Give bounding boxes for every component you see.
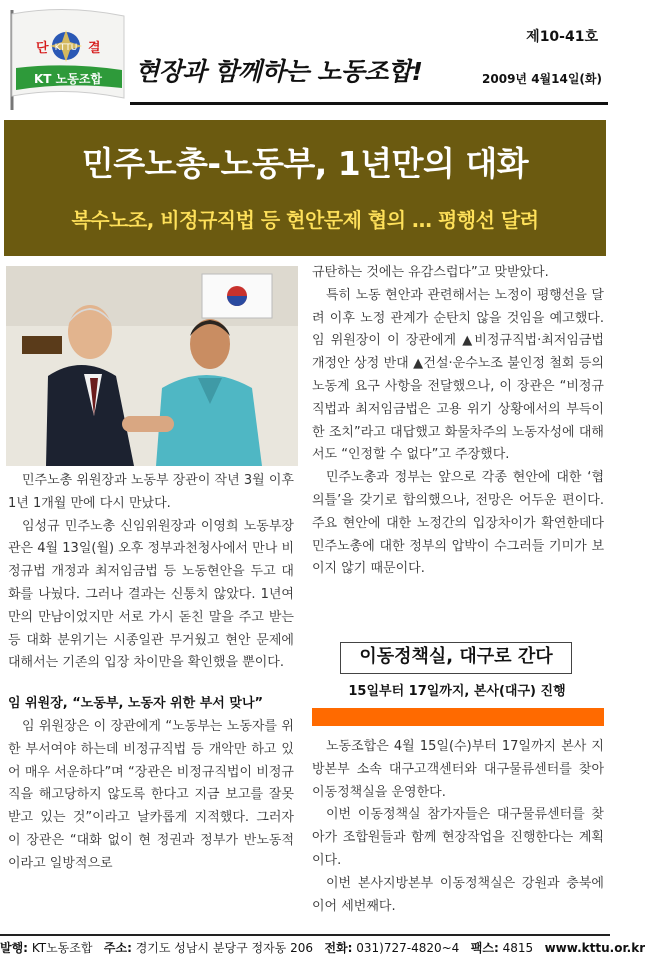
paragraph: 민주노총과 정부는 앞으로 각종 현안에 대한 ‘협의틀’을 갖기로 합의했으나, 전망은 어두운 편이다. 주요 현안에 대한 노정간의 입장차이가 확연한데다 민주노총에 대한 정부의 압박이 수그러들 기미가 보이지 않기 때문이다. bbox=[312, 470, 604, 577]
footer-website: www.kttu.or.kr bbox=[544, 941, 645, 955]
issue-number: 제10-41호 bbox=[526, 29, 598, 45]
paragraph: 임 위원장은 이 장관에게 “노동부는 노동자를 위한 부서여야 하는데 비정규직법 등 개악만 하고 있어 매우 서운하다”며 “장관은 비정규직법이 비정규직을 해고당하지 않도록 한다고 지금 보고를 잘못 받고 있는 것”이라고 날카롭게 지적했다. 그러자 이 장관은 “대화 없이 현 정권과 정부가 반노동적이라고 일방적으로 bbox=[8, 718, 294, 871]
handshake-photo-illustration bbox=[6, 266, 298, 466]
paragraph: 민주노총 위원장과 노동부 장관이 작년 3월 이후 1년 1개월 만에 다시 만났다. bbox=[8, 473, 294, 511]
article-box-subtitle: 15일부터 17일까지, 본사(대구) 진행 bbox=[348, 684, 566, 699]
footer-publisher: KT노동조합 bbox=[31, 941, 93, 955]
footer-publisher-label: 발행: bbox=[0, 941, 28, 955]
paragraph: 특히 노동 현안과 관련해서는 노정이 평행선을 달려 이후 노정 관계가 순탄치 않을 것임을 예고했다. 임 위원장이 이 장관에게 ▲비정규직법·최저임금법 개정안 상정 반대 ▲건설·운수노조 불인정 철회 등의 노동계 요구 사항을 전달했으나, 이 장관은 “비정규직법과 최저임금법은 고용 위기 상황에서의 부득이한 조치”라고 대답했고 화물차주의 노동자성에 대해서도 “인정할 수 없다”고 주장했다. bbox=[312, 287, 604, 463]
header-slogan: 현장과 함께하는 노동조합! bbox=[135, 57, 423, 86]
footer-address: 경기도 성남시 분당구 정자동 206 bbox=[135, 941, 313, 955]
footer-address-label: 주소: bbox=[103, 941, 132, 955]
footer-fax: 4815 bbox=[502, 941, 534, 955]
right-column-second-article bbox=[312, 736, 604, 918]
paragraph: 이번 이동정책실 참가자들은 대구물류센터를 찾아가 조합원들과 함께 현장작업을 진행한다는 계획이다. bbox=[312, 807, 604, 868]
flag-logo-text: KTTU bbox=[54, 43, 78, 53]
accent-bar bbox=[312, 708, 604, 726]
section-subhead: 임 위원장, “노동부, 노동자 위한 부서 맞나” bbox=[8, 696, 264, 712]
left-column bbox=[8, 470, 294, 876]
svg-text:결: 결 bbox=[88, 41, 101, 56]
footer-phone-label: 전화: bbox=[324, 941, 353, 955]
header-divider bbox=[130, 102, 608, 105]
paragraph: 노동조합은 4월 15일(수)부터 17일까지 본사 지방본부 소속 대구고객센터와 대구물류센터를 찾아 이동정책실을 운영한다. bbox=[312, 739, 604, 800]
paragraph: 임성규 민주노총 신임위원장과 이영희 노동부장관은 4월 13일(월) 오후 정부과천청사에서 만나 비정규법 개정과 최저임금법 등 노동현안을 두고 대화를 나눴다. 그러나 결과는 신통치 않았다. 1년여만의 만남이었지만 서로 가시 돋친 말을 주고 받는 등 대화 분위기는 시종일관 무거웠고 현안 문제에 대해서는 기존의 입장 차이만을 확인했을 뿐이다. bbox=[8, 518, 294, 671]
headline-banner bbox=[4, 120, 606, 256]
footer bbox=[0, 934, 645, 965]
right-column bbox=[312, 262, 604, 581]
paragraph: 이번 본사지방본부 이동정책실은 강원과 충북에 이어 세번째다. bbox=[312, 875, 604, 914]
union-flag-logo bbox=[6, 6, 128, 110]
meeting-photo bbox=[6, 266, 298, 466]
footer-phone: 031)727-4820~4 bbox=[356, 941, 460, 955]
headline-title: 민주노총-노동부, 1년만의 대화 bbox=[81, 144, 529, 183]
footer-fax-label: 팩스: bbox=[470, 941, 499, 955]
article-box-title: 이동정책실, 대구로 간다 bbox=[340, 642, 572, 674]
header bbox=[0, 0, 610, 118]
headline-subtitle: 복수노조, 비정규직법 등 현안문제 협의 … 평행선 달려 bbox=[71, 208, 539, 232]
svg-text:단: 단 bbox=[36, 41, 49, 56]
issue-date: 2009년 4월14일(화) bbox=[482, 72, 602, 86]
flag-bottom-text: KT 노동조합 bbox=[33, 72, 103, 86]
paragraph: 규탄하는 것에는 유감스럽다”고 맞받았다. bbox=[312, 265, 549, 280]
